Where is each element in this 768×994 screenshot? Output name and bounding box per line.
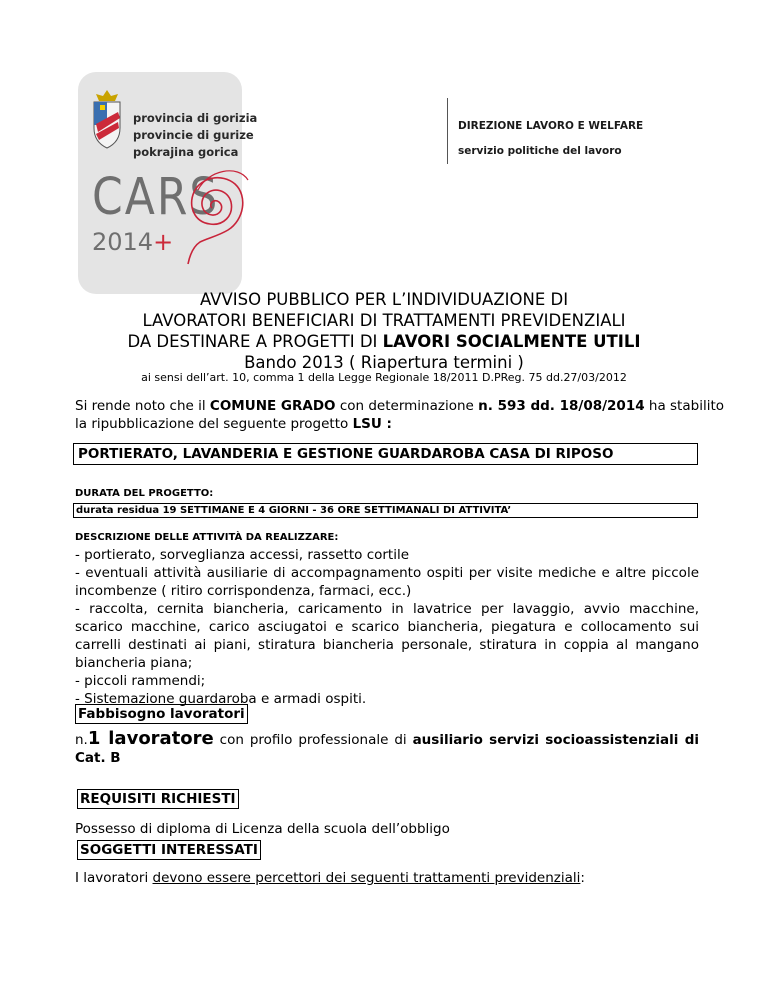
activity-description: [75, 546, 699, 708]
department-name: DIREZIONE LAVORO E WELFARE: [458, 120, 644, 132]
workers-needed-text: n.1 lavoratore con profilo professionale di ausiliario servizi socioassistenziali di Cat. B: [75, 728, 699, 766]
project-title-box: PORTIERATO, LAVANDERIA E GESTIONE GUARDAROBA CASA DI RIPOSO: [73, 443, 698, 465]
title-line-4: Bando 2013 ( Riapertura termini ): [244, 353, 524, 372]
province-crest-icon: [88, 88, 126, 150]
desc-line: carrelli destinati ai piani, stiratura biancheria personale, stiratura in coppia al mangano: [75, 637, 699, 653]
desc-line: - eventuali attività ausiliarie di accompagnamento ospiti per visite mediche e altre piccole: [75, 565, 699, 581]
desc-line: biancheria piana;: [75, 655, 193, 671]
cars-logo-year: 2014+: [92, 228, 174, 256]
desc-line: incombenze ( ritiro corrispondenza, farmaci, ecc.): [75, 583, 412, 599]
desc-line: scarico macchine, carico asciugatoi e scarico biancheria, piegatura e collocamento sui: [75, 619, 699, 635]
cars-logo-word: CARS: [92, 168, 220, 227]
duration-heading: DURATA DEL PROGETTO:: [75, 488, 214, 499]
desc-line: - Sistemazione guardaroba e armadi ospiti.: [75, 691, 367, 707]
spiral-logo-icon: [168, 150, 260, 270]
service-name: servizio politiche del lavoro: [458, 145, 622, 157]
desc-line: - portierato, sorveglianza accessi, rassetto cortile: [75, 547, 410, 563]
subjects-label: SOGGETTI INTERESSATI: [77, 840, 261, 860]
description-heading: DESCRIZIONE DELLE ATTIVITÀ DA REALIZZARE:: [75, 532, 339, 543]
header-divider: [447, 98, 448, 164]
requirements-text: Possesso di diploma di Licenza della scuola dell’obbligo: [75, 821, 450, 837]
notice-title: [60, 289, 708, 373]
province-name-it: provincia di gorizia: [133, 111, 258, 125]
intro-paragraph: Si rende noto che il COMUNE GRADO con determinazione n. 593 dd. 18/08/2014 ha stabilito la ripubblicazione del seguente progetto LSU :: [75, 398, 724, 432]
subjects-text: I lavoratori devono essere percettori dei seguenti trattamenti previdenziali:: [75, 870, 585, 886]
workers-needed-label: Fabbisogno lavoratori: [75, 704, 248, 724]
title-line-1: AVVISO PUBBLICO PER L’INDIVIDUAZIONE DI: [199, 290, 569, 309]
duration-box: durata residua 19 SETTIMANE E 4 GIORNI - 36 ORE SETTIMANALI DI ATTIVITA’: [73, 503, 698, 518]
requirements-label: REQUISITI RICHIESTI: [77, 789, 239, 809]
title-line-2: LAVORATORI BENEFICIARI DI TRATTAMENTI PREVIDENZIALI: [142, 311, 626, 330]
province-name-fur: provincie di gurize: [133, 128, 254, 142]
desc-line: - piccoli rammendi;: [75, 673, 206, 689]
province-name-sl: pokrajina gorica: [133, 145, 239, 159]
title-line-3: DA DESTINARE A PROGETTI DI LAVORI SOCIALMENTE UTILI: [127, 332, 641, 351]
legal-reference: ai sensi dell’art. 10, comma 1 della Legge Regionale 18/2011 D.PReg. 75 dd.27/03/2012: [141, 371, 627, 384]
desc-line: - raccolta, cernita biancheria, caricamento in lavatrice per lavaggio, avvio macchine,: [75, 601, 699, 617]
